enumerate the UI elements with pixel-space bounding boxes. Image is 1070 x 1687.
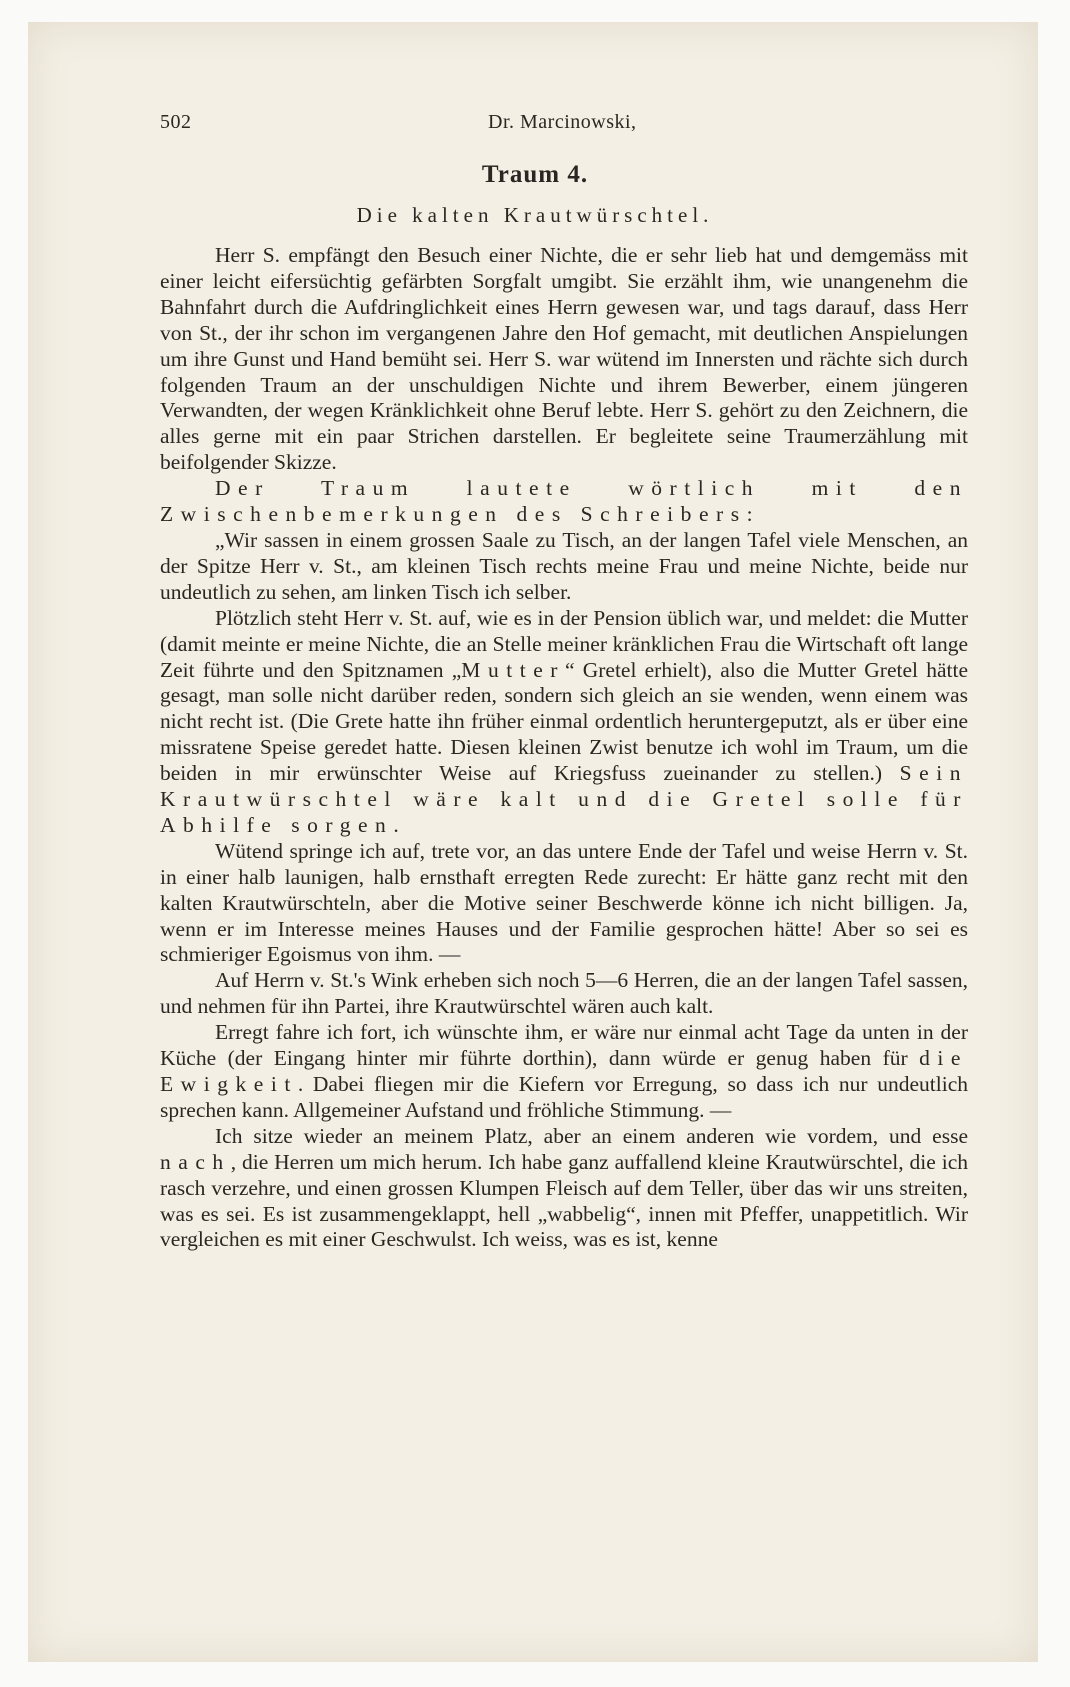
page-header <box>160 111 888 137</box>
spaced-emphasis-text: Sein Krautwürschtel wäre kalt und die Gretel solle für Abhilfe sorgen. <box>160 761 968 837</box>
running-head: Dr. Marcinowski, <box>488 111 637 133</box>
paragraph-text: , die Herren um mich herum. Ich habe ganz auffallend kleine Krautwürschtel, die ich rasch verzehre, und einen grossen Klumpen Fleisch auf dem Teller, über das wir uns streiten, was es sei. Es ist zusammengeklappt, hell „wabbelig“, innen mit Pfeffer, unappetitlich. Wir vergleichen es mit einer Geschwulst. Ich weiss, was es ist, kenne <box>160 1149 968 1252</box>
section-subtitle: Die kalten Krautwürschtel. <box>356 203 714 227</box>
spaced-emphasis-text: Der Traum lautete wörtlich mit den Zwischenbemerkungen des Schreibers: <box>160 476 968 527</box>
paragraph <box>160 1020 968 1124</box>
paragraph <box>160 968 968 1020</box>
paragraph-text: Auf Herrn v. St.'s Wink erheben sich noch 5—6 Herren, die an der langen Tafel sassen, und nehmen für ihn Partei, ihre Krautwürschtel wären auch kalt. <box>160 968 968 1019</box>
paragraph-text: Herr S. empfängt den Besuch einer Nichte, die er sehr lieb hat und demgemäss mit einer leicht eifersüchtig gefärbten Sorgfalt umgibt. Sie erzählt ihm, wie unangenehm die Bahnfahrt durch die Aufdringlichkeit eines Herrn gewesen war, und tags darauf, dass Herr von St., der ihr schon im vergangenen Jahre den Hof gemacht, mit deutlichen Anspielungen um ihre Gunst und Hand bemüht sei. Herr S. war wütend im Innersten und rächte sich durch folgenden Traum an der unschuldigen Nichte und ihrem Bewerber, einem jüngeren Verwandten, der wegen Kränklichkeit ohne Beruf lebte. Herr S. gehört zu den Zeichnern, die alles gerne mit ein paar Strichen darstellen. Er begleitete seine Traumerzählung mit beifolgender Skizze. <box>160 243 968 475</box>
paragraph-text: “ Gretel erhielt), also die Mutter Gretel hätte gesagt, man solle nicht darüber reden, sondern sich gleich an sie wenden, wenn einem was nicht recht ist. (Die Grete hatte ihn früher einmal ordentlich heruntergeputzt, als er über eine missratene Speise geredet hatte. Diesen kleinen Zwist benutze ich wohl im Traum, um die beiden in mir erwünschter Weise auf Kriegsfuss zueinander zu stellen.) <box>160 657 968 786</box>
paragraph-text: Ich sitze wieder an meinem Platz, aber an einem anderen wie vordem, und esse <box>215 1123 968 1148</box>
spaced-emphasis-text: nach <box>160 1149 231 1174</box>
paragraph <box>160 606 968 839</box>
spaced-emphasis-text: die Ewigkeit <box>160 1046 968 1096</box>
body-text <box>160 243 968 1253</box>
paragraph <box>160 528 968 606</box>
paragraph-text: „Wir sassen in einem grossen Saale zu Tisch, an der langen Tafel viele Menschen, an der Spitze Herr v. St., am kleinen Tisch rechts meine Frau und meine Nichte, beide nur undeutlich zu sehen, am linken Tisch ich selber. <box>160 527 968 604</box>
paragraph-text: Wütend springe ich auf, trete vor, an das untere Ende der Tafel und weise Herrn v. St. in einer halb launigen, halb ernsthaft erregten Rede zurecht: Er hätte ganz recht mit den kalten Krautwürschteln, aber die Motive seiner Beschwerde könne ich nicht billigen. Ja, wenn er im Interesse meines Hauses und der Familie gesprochen hätte! Aber so sei es schmieriger Egoismus von ihm. — <box>160 838 968 967</box>
paragraph <box>160 1124 968 1254</box>
paragraph <box>160 476 968 528</box>
paragraph <box>160 839 968 969</box>
paragraph-text: Erregt fahre ich fort, ich wünschte ihm, er wäre nur einmal acht Tage da unten in der Küche (der Eingang hinter mir führte dorthin), dann würde er genug haben für <box>160 1020 968 1071</box>
paragraph <box>160 243 968 476</box>
section-title: Traum 4. <box>481 161 589 188</box>
paragraph-text: . Dabei fliegen mir die Kiefern vor Erregung, so dass ich nur undeutlich sprechen kann. Allgemeiner Aufstand und fröhliche Stimmung. — <box>160 1072 968 1122</box>
paragraph-text: Plötzlich steht Herr v. St. auf, wie es in der Pension üblich war, und meldet: die Mutter (damit meinte er meine Nichte, die an Stelle meiner kränklichen Frau die Wirtschaft oft lange Zeit führte und den Spitznamen „ <box>160 605 968 682</box>
spaced-emphasis-text: Mutter <box>461 657 565 682</box>
page-number: 502 <box>160 111 192 133</box>
